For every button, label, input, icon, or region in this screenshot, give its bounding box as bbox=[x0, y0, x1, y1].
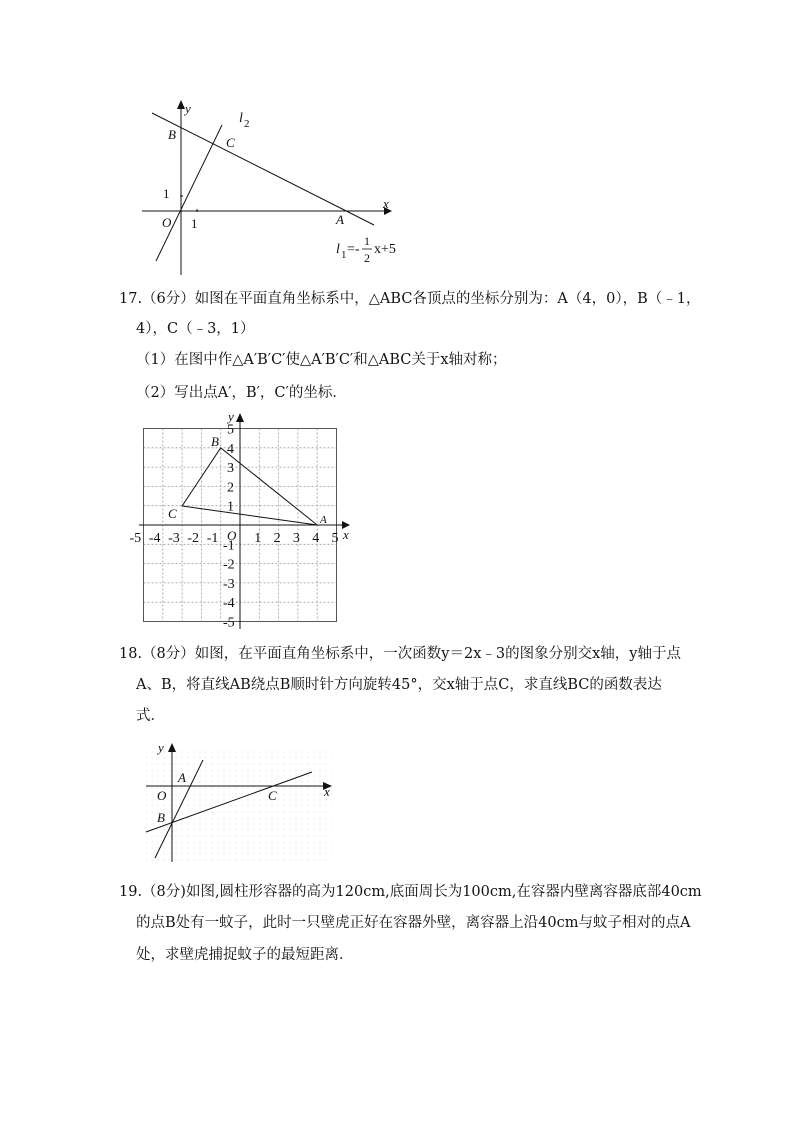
label-B: B bbox=[211, 434, 219, 449]
l1-den: 2 bbox=[364, 251, 370, 265]
x-tick-label: -3 bbox=[168, 531, 180, 546]
y-tick-label: 2 bbox=[227, 480, 234, 496]
x-tick-label: -2 bbox=[187, 531, 200, 546]
label-y: y bbox=[228, 409, 234, 424]
label-B: B bbox=[157, 810, 165, 825]
y-tick-label: -4 bbox=[223, 596, 235, 612]
y-axis-arrow bbox=[168, 743, 176, 752]
l1-sub: 1 bbox=[341, 249, 347, 261]
label-x: x bbox=[343, 527, 349, 542]
figure-q18 bbox=[144, 738, 336, 868]
x-tick-label: 4 bbox=[312, 531, 320, 546]
q18-line-2: A、B，将直线AB绕点B顺时针方向旋转45°，交x轴于点C，求直线BC的函数表达 bbox=[136, 677, 662, 693]
y-tick-label: -3 bbox=[223, 576, 235, 592]
label-B: B bbox=[168, 127, 176, 142]
y-tick-labels bbox=[223, 423, 235, 631]
y-tick-label: -2 bbox=[223, 557, 235, 573]
l1-eq: =- bbox=[347, 242, 360, 257]
label-O: O bbox=[162, 215, 172, 230]
q17-line-1: 17.（6分）如图在平面直角坐标系中，△ABC各顶点的坐标分别为：A（4，0），B（﹣1， bbox=[119, 291, 701, 307]
q17-line-2: 4），C（﹣3，1） bbox=[136, 321, 255, 337]
label-l2-sub: 2 bbox=[244, 118, 250, 130]
figure-q17 bbox=[129, 408, 360, 631]
y-tick-label: 4 bbox=[227, 441, 234, 457]
y-tick-label: 3 bbox=[227, 461, 234, 477]
y-tick-label: 1 bbox=[227, 499, 234, 515]
y-axis-arrow bbox=[236, 413, 244, 422]
y-axis-arrow bbox=[177, 100, 185, 109]
y-tick-label: -5 bbox=[223, 615, 235, 631]
figure-q16 bbox=[140, 95, 410, 280]
q19-line-2: 的点B处有一蚊子，此时一只壁虎正好在容器外壁，离容器上沿40cm与蚊子相对的点A bbox=[136, 915, 691, 931]
x-tick-label: 2 bbox=[273, 531, 281, 546]
label-y: y bbox=[185, 101, 191, 116]
label-A: A bbox=[336, 212, 344, 227]
l1-num: 1 bbox=[364, 234, 370, 248]
y-tick-label: 5 bbox=[227, 422, 234, 438]
q18-line-1: 18.（8分）如图，在平面直角坐标系中，一次函数y＝2x﹣3的图象分别交x轴，y轴于点 bbox=[119, 646, 681, 662]
x-tick-label: 1 bbox=[254, 531, 262, 546]
label-O: O bbox=[157, 788, 167, 803]
q19-line-3: 处，求壁虎捕捉蚊子的最短距离． bbox=[136, 947, 354, 963]
x-tick-label: -5 bbox=[129, 531, 142, 546]
x-tick-label: 5 bbox=[331, 531, 339, 546]
label-x: x bbox=[383, 196, 389, 211]
y-tick-label: -1 bbox=[223, 538, 235, 554]
label-tick-y: 1 bbox=[163, 186, 170, 201]
dotted-background bbox=[146, 750, 332, 862]
label-C: C bbox=[168, 506, 177, 521]
line-l1 bbox=[152, 113, 374, 225]
label-C: C bbox=[226, 135, 235, 150]
label-A: A bbox=[178, 770, 186, 785]
label-l2: l bbox=[239, 111, 243, 126]
label-x: x bbox=[324, 784, 330, 799]
x-tick-label: 3 bbox=[292, 531, 300, 546]
q17-line-4: （2）写出点A′，B′，C′的坐标． bbox=[136, 385, 347, 401]
x-tick-label: -4 bbox=[148, 531, 161, 546]
l1-tail: x+5 bbox=[374, 242, 396, 257]
label-C: C bbox=[268, 788, 277, 803]
x-tick-label: -1 bbox=[206, 531, 219, 546]
label-A: A bbox=[320, 514, 327, 526]
l1-symbol: l bbox=[336, 242, 340, 257]
q17-line-3: （1）在图中作△A′B′C′使△A′B′C′和△ABC关于x轴对称； bbox=[136, 352, 507, 368]
q19-line-1: 19.（8分)如图,圆柱形容器的高为120cm,底面周长为100cm,在容器内壁离容器底部40cm bbox=[119, 884, 702, 900]
label-y: y bbox=[158, 740, 164, 755]
q18-line-3: 式． bbox=[136, 708, 165, 724]
label-O: O bbox=[227, 528, 237, 543]
label-tick-x: 1 bbox=[191, 216, 198, 231]
